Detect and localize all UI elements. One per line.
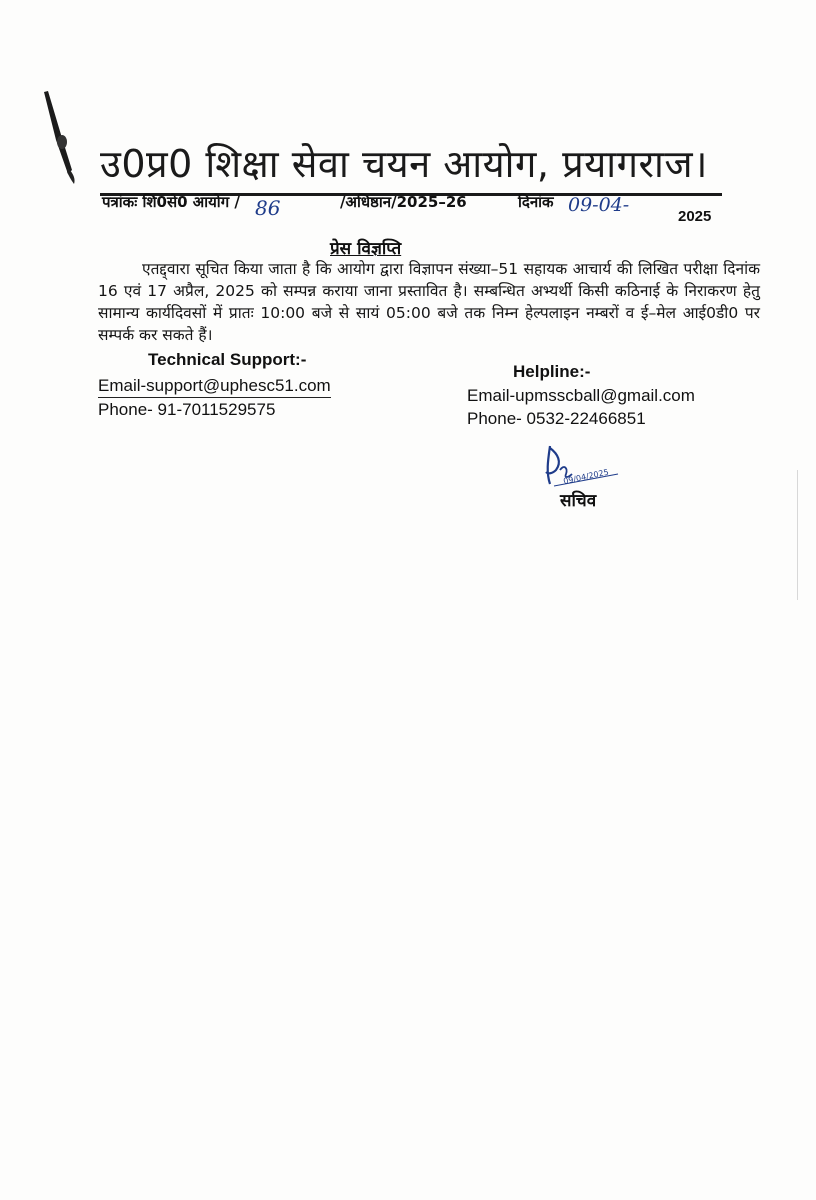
technical-support-phone: Phone- 91-7011529575 xyxy=(98,400,276,419)
date-handwritten: 09-04- xyxy=(568,194,630,216)
helpline-phone: Phone- 0532-22466851 xyxy=(467,409,646,428)
date-year: 2025 xyxy=(678,208,712,225)
reference-number: 86 xyxy=(255,196,281,220)
signatory-designation: सचिव xyxy=(560,491,597,511)
date-label: दिनांक xyxy=(518,193,554,211)
helpline-email: Email-upmsscball@gmail.com xyxy=(467,386,695,405)
reference-section: /अधिष्ठान/2025–26 xyxy=(340,193,467,211)
reference-prefix: पत्रांकः शि0से0 आयोग / xyxy=(102,193,240,211)
press-release-title: प्रेस विज्ञप्ति xyxy=(330,239,402,259)
helpline-heading: Helpline:- xyxy=(513,362,591,381)
scan-edge-line xyxy=(797,470,798,600)
office-title: उ0प्र0 शिक्षा सेवा चयन आयोग, प्रयागराज। xyxy=(100,142,708,186)
technical-support-heading: Technical Support:- xyxy=(148,350,307,369)
pen-mark-icon xyxy=(38,88,86,188)
notice-body: एतद्द्वारा सूचित किया जाता है कि आयोग द्वारा विज्ञापन संख्या–51 सहायक आचार्य की लिखित परीक्षा दिनांक 16 एवं 17 अप्रैल, 2025 को सम्पन्न कराया जाना प्रस्तावित है। सम्बन्धित अभ्यर्थी किसी कठिनाई के निराकरण हेतु सामान्य कार्यदिवसों में प्रातः 10:00 बजे से सायं 05:00 बजे तक निम्न हेल्पलाइन नम्बरों व ई–मेल आई0डी0 पर सम्पर्क कर सकते हैं। xyxy=(98,260,760,344)
technical-support-email: Email-support@uphesc51.com xyxy=(98,376,331,398)
signature-date: 09/04/2025 xyxy=(562,467,610,486)
